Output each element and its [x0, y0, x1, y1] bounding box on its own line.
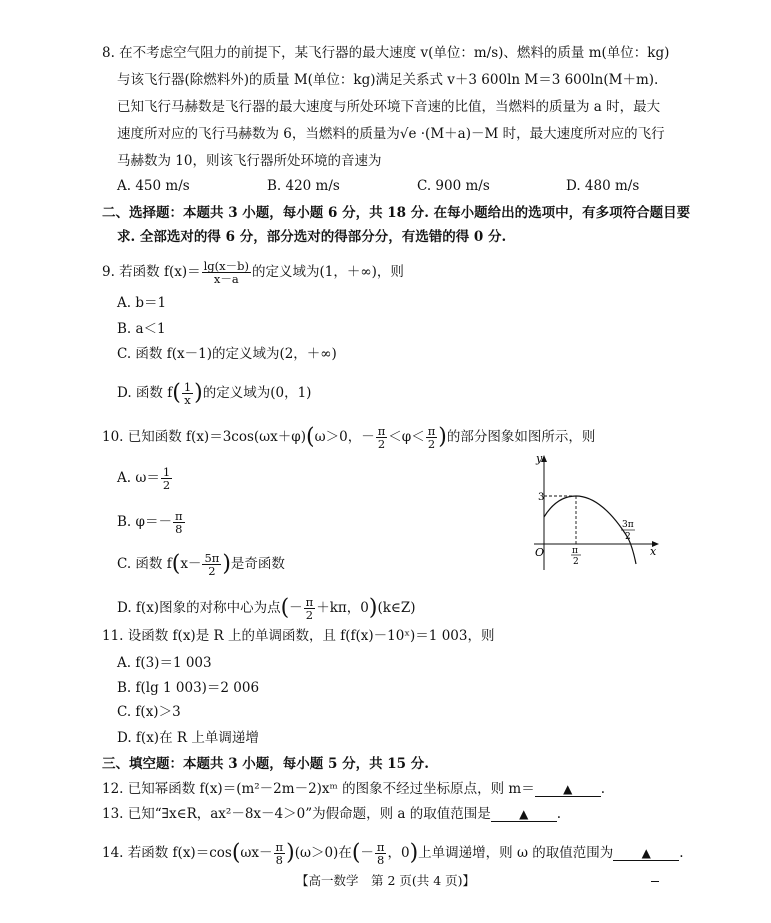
q10-suffix: 的部分图象如图所示，则	[446, 429, 596, 445]
q10-cond-1: ω＞0，－	[314, 429, 375, 445]
q10-cond-num-2: π	[427, 424, 436, 438]
corner-mark	[651, 881, 659, 882]
q10-prefix: 10. 已知函数 f(x)＝3cos(ωx＋φ)	[102, 429, 307, 445]
y-tick-3: 3	[538, 492, 545, 503]
q9-option-d[interactable]	[117, 381, 311, 406]
q14-fraction-2	[375, 841, 387, 866]
q10-cond-den-1: 2	[377, 437, 386, 451]
page-footer: 【高一数学 第 2 页(共 4 页)】	[295, 873, 476, 888]
section-2-heading: 二、选择题：本题共 3 小题，每小题 6 分，共 18 分. 在每小题给出的选项中，有多项符合题目要	[102, 205, 691, 221]
q11-option-d[interactable]: D. f(x)在 R 上单调递增	[117, 730, 259, 746]
q13-end: .	[556, 806, 562, 822]
q10-b-prefix: B. φ＝－	[117, 514, 172, 530]
q10-d-prefix: D. f(x)图象的对称中心为点	[117, 600, 281, 616]
q10-option-c[interactable]	[117, 552, 285, 577]
y-axis-label: y	[536, 452, 543, 465]
paren-left: (	[171, 551, 181, 577]
q9-suffix: 的定义域为(1，＋∞)，则	[251, 264, 404, 280]
q12-text: 12. 已知幂函数 f(x)＝(m²－2m－2)xᵐ 的图象不经过坐标原点，则 m＝	[102, 781, 535, 797]
q10-d-inner-1: －	[289, 600, 303, 616]
paren-right: )	[194, 380, 203, 406]
q12-stem	[102, 781, 605, 797]
q14-inner-3: ，0	[387, 845, 410, 861]
q10-cond-den-2: 2	[427, 437, 436, 451]
q10-cond-fraction-2	[426, 425, 438, 450]
q10-d-numerator: π	[305, 595, 314, 609]
q14-denominator-2: 8	[377, 853, 385, 867]
q14-fraction-1	[274, 841, 286, 866]
paren-left: (	[280, 595, 290, 621]
q9-option-c[interactable]: C. 函数 f(x－1)的定义域为(2，＋∞)	[117, 346, 337, 362]
q10-a-prefix: A. ω＝	[117, 470, 160, 486]
q9-stem	[102, 260, 404, 285]
q8-line-4: 速度所对应的飞行马赫数为 6，当燃料的质量为√e ·(M＋a)－M 时，最大速度所对应的飞行	[117, 126, 665, 142]
q14-inner-2: －	[360, 845, 374, 861]
q12-answer-blank[interactable]: ▲	[535, 782, 601, 797]
q8-line-5: 马赫数为 10，则该飞行器所处环境的音速为	[117, 153, 382, 169]
q13-answer-blank[interactable]: ▲	[491, 807, 557, 822]
q14-inner: ωx－	[240, 845, 273, 861]
q9-d-suffix: 的定义域为(0，1)	[202, 385, 312, 401]
section-3-heading: 三、填空题：本题共 3 小题，每小题 5 分，共 15 分.	[102, 756, 429, 772]
q10-option-a[interactable]	[117, 466, 173, 491]
q10-a-denominator: 2	[162, 478, 171, 492]
q14-numerator-1: π	[275, 840, 284, 854]
q10-d-inner-2: ＋kπ，0	[316, 600, 369, 616]
section-2-heading-cont: 求. 全部选对的得 6 分，部分选对的得部分分，有选错的得 0 分.	[117, 229, 507, 245]
q10-cond-num-1: π	[377, 424, 386, 438]
q9-d-prefix: D. 函数 f	[117, 385, 173, 401]
q9-d-numerator: 1	[183, 380, 192, 394]
q10-b-denominator: 8	[175, 522, 183, 536]
q8-line-2: 与该飞行器(除燃料外)的质量 M(单位：kg)满足关系式 v＋3 600ln M＝3 600ln(M＋m).	[117, 72, 659, 88]
q14-end: .	[679, 845, 684, 861]
paren-right: )	[286, 840, 295, 866]
q11-option-a[interactable]: A. f(3)＝1 003	[117, 655, 212, 671]
q8-option-c[interactable]: C. 900 m/s	[417, 178, 490, 194]
q10-c-inner: x－	[180, 556, 202, 572]
paren-right: )	[368, 595, 378, 621]
q9-fraction	[202, 260, 251, 285]
q11-option-b[interactable]: B. f(lg 1 003)＝2 006	[117, 680, 260, 696]
q9-denominator: x－a	[213, 272, 239, 286]
q14-prefix: 14. 若函数 f(x)＝cos	[102, 845, 232, 861]
q8-line-1: 8. 在不考虑空气阻力的前提下，某飞行器的最大速度 v(单位：m/s)、燃料的质量 m(单位：kg)	[102, 45, 670, 61]
q14-answer-blank[interactable]: ▲	[613, 846, 679, 861]
q11-stem: 11. 设函数 f(x)是 R 上的单调函数，且 f(f(x)－10ˣ)＝1 003，则	[102, 628, 495, 644]
q14-mid: (ω＞0)在	[294, 845, 352, 861]
q10-option-d[interactable]	[117, 596, 416, 621]
q14-stem	[102, 841, 684, 866]
q14-denominator-1: 8	[275, 853, 283, 867]
q9-option-b[interactable]: B. a＜1	[117, 321, 166, 337]
x-tick-pi-over-2-den: 2	[573, 557, 579, 567]
paren-right: )	[409, 840, 419, 866]
q10-cond-2: ＜φ＜	[388, 429, 425, 445]
q8-line-3: 已知飞行马赫数是飞行器的最大速度与所处环境下音速的比值，当燃料的质量为 a 时，最大	[117, 99, 661, 115]
paren-left: (	[172, 380, 181, 406]
q9-numerator: lg(x－b)	[203, 259, 249, 273]
q10-a-fraction	[161, 466, 172, 491]
paren-left: (	[351, 840, 361, 866]
q10-d-fraction	[304, 596, 316, 621]
q9-d-fraction	[182, 381, 193, 406]
q10-b-fraction	[173, 510, 185, 535]
q8-option-d[interactable]: D. 480 m/s	[566, 178, 640, 194]
paren-right: )	[222, 551, 231, 577]
origin-label: O	[535, 546, 545, 559]
q8-option-b[interactable]: B. 420 m/s	[267, 178, 340, 194]
paren-left: (	[231, 840, 241, 866]
q10-c-prefix: C. 函数 f	[117, 556, 172, 572]
x-tick-3pi-over-2-num: 3π	[622, 520, 634, 530]
q9-d-denominator: x	[184, 393, 191, 407]
q10-b-numerator: π	[174, 509, 183, 523]
q10-stem	[102, 425, 595, 450]
q9-option-a[interactable]: A. b＝1	[117, 295, 167, 311]
q10-c-numerator: 5π	[204, 551, 220, 565]
q10-c-fraction	[202, 552, 221, 577]
q13-text: 13. 已知“∃x∈R，ax²－8x－4＞0”为假命题，则 a 的取值范围是	[102, 806, 491, 822]
x-axis-label: x	[650, 545, 657, 558]
q10-graph	[528, 452, 664, 572]
q13-stem	[102, 806, 561, 822]
q10-cond-fraction-1	[376, 425, 388, 450]
x-tick-pi-over-2-num: π	[572, 546, 578, 556]
q14-suffix: 上单调递增，则 ω 的取值范围为	[418, 845, 614, 861]
paren-right: )	[438, 424, 447, 450]
q10-a-numerator: 1	[162, 465, 171, 479]
cosine-curve	[544, 496, 636, 564]
q10-c-denominator: 2	[208, 564, 216, 578]
q10-d-suffix: (k∈Z)	[377, 600, 416, 616]
q14-numerator-2: π	[376, 840, 385, 854]
x-tick-3pi-over-2-den: 2	[625, 532, 631, 542]
q10-c-suffix: 是奇函数	[230, 556, 285, 572]
q12-end: .	[600, 781, 605, 797]
q9-prefix: 9. 若函数 f(x)＝	[102, 264, 201, 280]
paren-left: (	[306, 424, 315, 450]
q10-d-denominator: 2	[305, 608, 314, 622]
q11-option-c[interactable]: C. f(x)＞3	[117, 704, 181, 720]
q10-option-b[interactable]	[117, 510, 186, 535]
q8-option-a[interactable]: A. 450 m/s	[117, 178, 190, 194]
